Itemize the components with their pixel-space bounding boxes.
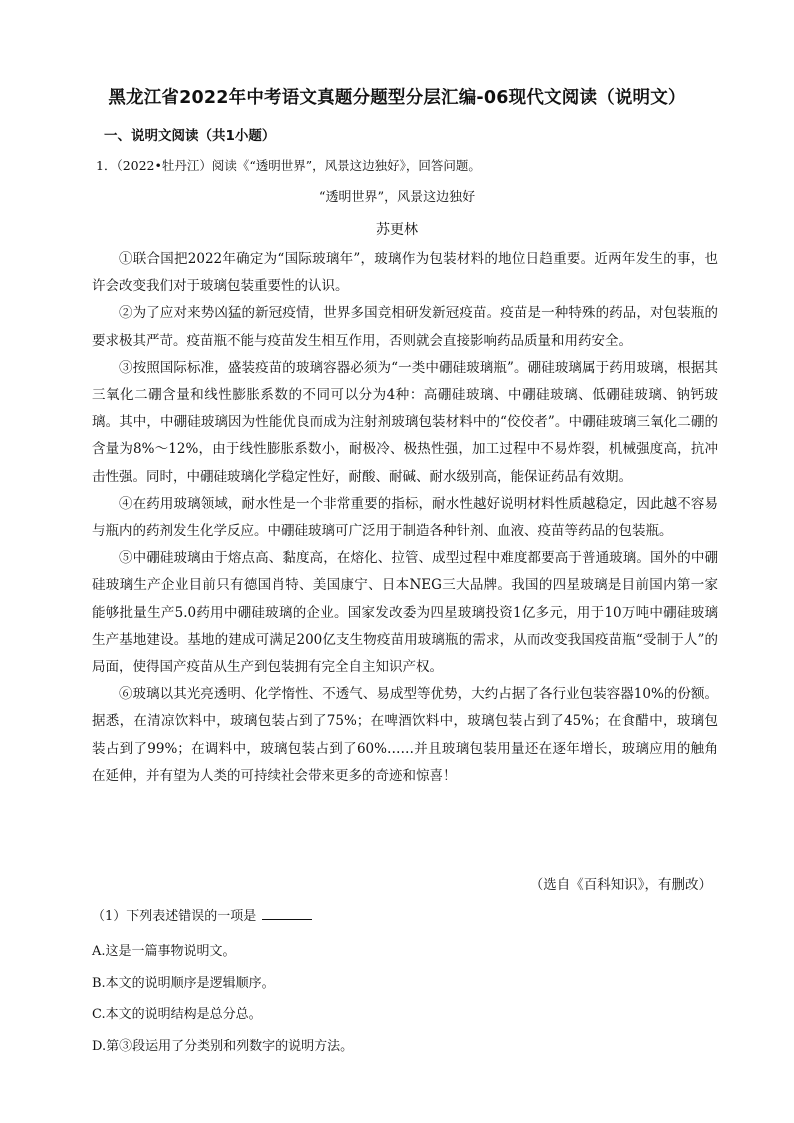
option-c: C.本文的说明结构是总分总。 — [92, 1007, 262, 1022]
paragraph-2: ②为了应对来势凶猛的新冠疫情，世界多国竞相研发新冠疫苗。疫苗是一种特殊的药品，对包装瓶的要求极其严苛。疫苗瓶不能与疫苗发生相互作用，否则就会直接影响药品质量和用药安全。 — [92, 305, 718, 349]
sub-question — [92, 905, 312, 924]
article-title: “透明世界”，风景这边独好 — [318, 190, 476, 205]
article-author: 苏更林 — [376, 222, 418, 238]
paragraph-3: ③按照国际标准，盛装疫苗的玻璃容器必须为“一类中硼硅玻璃瓶”。硼硅玻璃属于药用玻璃，根据其三氧化二硼含量和线性膨胀系数的不同可以分为4种：高硼硅玻璃、中硼硅玻璃、低硼硅玻璃、钠钙玻璃。其中，中硼硅玻璃因为性能优良而成为注射剂玻璃包装材料中的“佼佼者”。中硼硅玻璃三氧化二硼的含量为8%～12%，由于线性膨胀系数小，耐极冷、极热性强，加工过程中不易炸裂，机械强度高，抗冲击性强。同时，中硼硅玻璃化学稳定性好，耐酸、耐碱、耐水级别高，能保证药品有效期。 — [92, 359, 718, 485]
answer-options — [92, 936, 353, 1062]
answer-blank — [262, 907, 312, 920]
option-a: A.这是一篇事物说明文。 — [92, 944, 236, 959]
option-d: D.第③段运用了分类别和列数字的说明方法。 — [92, 1038, 354, 1054]
paragraph-5: ⑤中硼硅玻璃由于熔点高、黏度高，在熔化、拉管、成型过程中难度都要高于普通玻璃。国外的中硼硅玻璃生产企业目前只有德国肖特、美国康宁、日本NEG三大品牌。我国的四星玻璃是目前国内第一家能够批量生产5.0药用中硼硅玻璃的企业。国家发改委为四星玻璃投资1亿多元，用于10万吨中硼硅玻璃生产基地建设。基地的建成可满足200亿支生物疫苗用玻璃瓶的需求，从而改变我国疫苗瓶“受制于人”的局面，使得国产疫苗从生产到包装拥有完全自主知识产权。 — [92, 550, 718, 676]
paragraph-1: ①联合国把2022年确定为“国际玻璃年”，玻璃作为包装材料的地位日趋重要。近两年发生的事，也许会改变我们对于玻璃包装重要性的认识。 — [92, 251, 718, 295]
sub-question-prompt: （1）下列表述错误的一项是 — [92, 909, 257, 924]
question-intro: 1．（2022•牡丹江）阅读《“透明世界”，风景这边独好》，回答问题。 — [96, 158, 481, 173]
section-heading: 一、说明文阅读（共1小题） — [104, 128, 276, 144]
paragraph-6: ⑥玻璃以其光亮透明、化学惰性、不透气、易成型等优势，大约占据了各行业包装容器10%的份额。据悉，在清凉饮料中，玻璃包装占到了75%；在啤酒饮料中，玻璃包装占到了45%；在食醋中，玻璃包装占到了99%；在调料中，玻璃包装占到了60%……并且玻璃包装用量还在逐年增长，玻璃应用的触角在延伸，并有望为人类的可持续社会带来更多的奇迹和惊喜！ — [92, 686, 718, 784]
document-title: 黑龙江省2022年中考语文真题分题型分层汇编-06现代文阅读（说明文） — [108, 88, 686, 108]
paragraph-4: ④在药用玻璃领域，耐水性是一个非常重要的指标，耐水性越好说明材料性质越稳定，因此越不容易与瓶内的药剂发生化学反应。中硼硅玻璃可广泛用于制造各种针剂、血液、疫苗等药品的包装瓶。 — [92, 495, 718, 540]
option-b: B.本文的说明顺序是逻辑顺序。 — [92, 975, 275, 991]
article-body — [92, 246, 718, 790]
article-source: （选自《百科知识》，有删改） — [529, 877, 712, 893]
